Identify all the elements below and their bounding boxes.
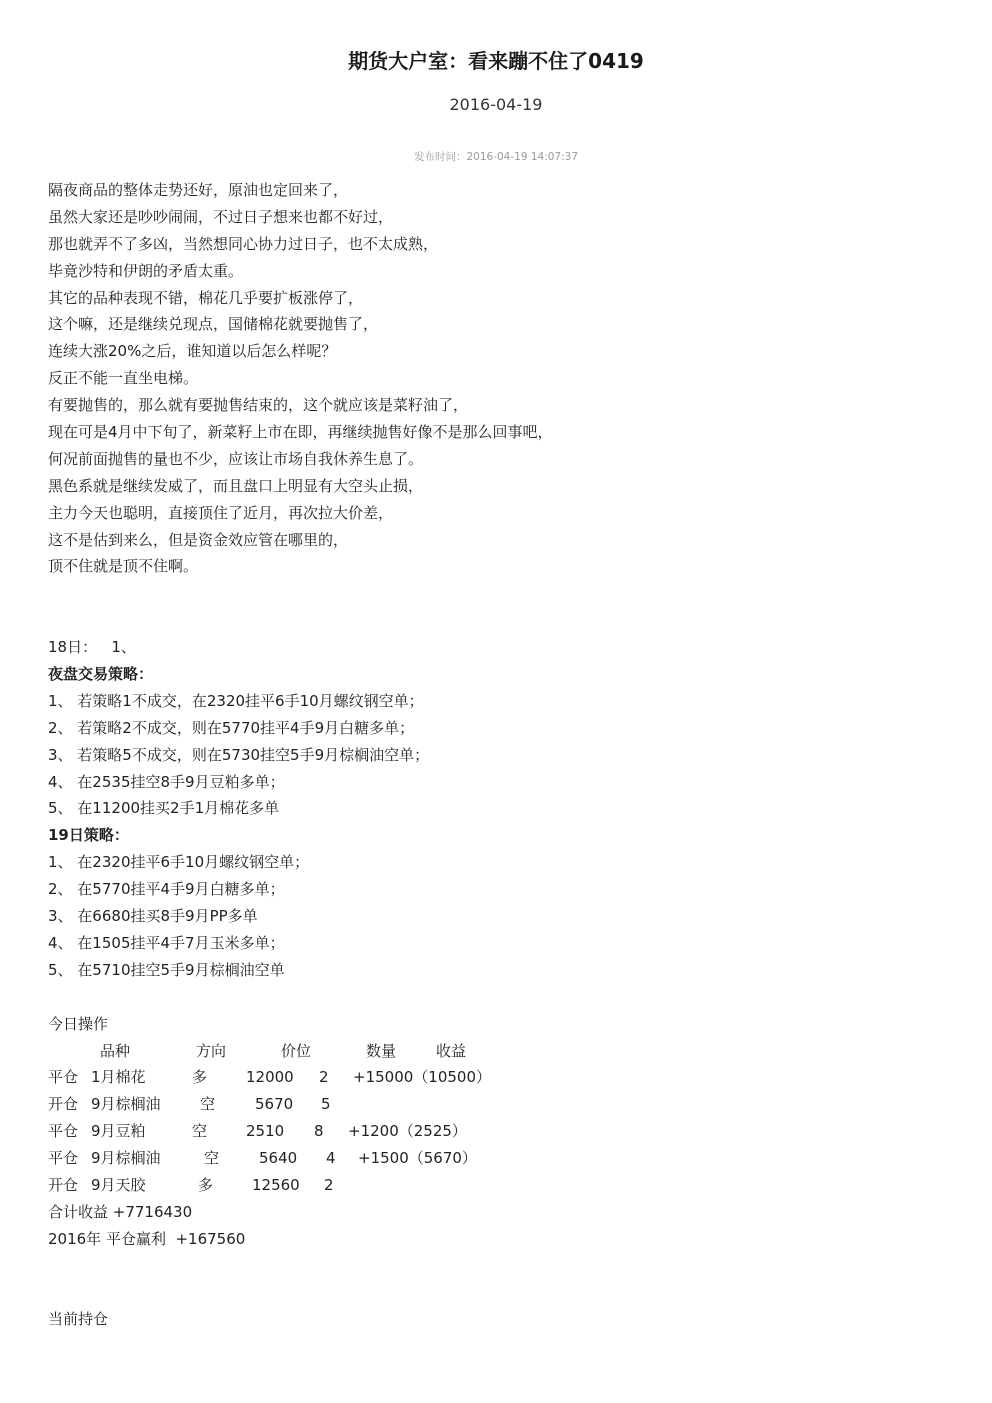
ops-product: 9月棕榈油 — [91, 1149, 161, 1168]
strategy-item: 1、 若策略1不成交，在2320挂平6手10月螺纹钢空单； — [48, 691, 424, 710]
year-profit: 2016年 平仓赢利 +167560 — [48, 1229, 246, 1248]
publish-time — [0, 150, 992, 164]
ops-product: 9月棕榈油 — [91, 1095, 161, 1114]
publish-timestamp: 2016-04-19 14:07:37 — [466, 151, 579, 163]
ops-profit: +15000（10500） — [353, 1068, 492, 1087]
ops-row — [48, 1064, 948, 1091]
strategy-item: 3、 在6680挂买8手9月PP多单 — [48, 907, 258, 926]
ops-qty: 2 — [319, 1068, 329, 1087]
paragraph-line: 黑色系就是继续发威了，而且盘口上明显有大空头止损， — [48, 476, 424, 495]
paragraph-line: 何况前面抛售的量也不少，应该让市场自我休养生息了。 — [48, 449, 424, 468]
ops-action: 平仓 — [48, 1122, 79, 1141]
blank-line — [48, 607, 948, 634]
ops-price: 12560 — [252, 1175, 300, 1194]
publish-label: 发布时间： — [413, 151, 467, 163]
ops-qty: 2 — [324, 1175, 334, 1194]
paragraph-line: 连续大涨20%之后，谁知道以后怎么样呢？ — [48, 342, 337, 361]
ops-profit: +1200（2525） — [348, 1122, 467, 1141]
paragraph-line: 其它的品种表现不错，棉花几乎要扩板涨停了， — [48, 288, 364, 307]
paragraph-line: 虽然大家还是吵吵闹闹，不过日子想来也都不好过， — [48, 207, 394, 226]
strategy-item: 3、 若策略5不成交，则在5730挂空5手9月棕榈油空单； — [48, 745, 430, 764]
ops-header-product: 品种 — [100, 1041, 131, 1060]
strategy-item: 1、 在2320挂平6手10月螺纹钢空单； — [48, 853, 310, 872]
today-ops-title: 今日操作 — [48, 1014, 109, 1033]
page-date: 2016-04-19 — [449, 95, 543, 114]
page-title: 期货大户室：看来蹦不住了0419 — [348, 49, 644, 73]
paragraph-line: 这个嘛，还是继续兑现点，国储棉花就要抛售了， — [48, 315, 379, 334]
ops-row — [48, 1145, 948, 1172]
ops-qty: 4 — [326, 1149, 336, 1168]
strategy-item: 4、 在2535挂空8手9月豆粕多单； — [48, 772, 285, 791]
ops-action: 平仓 — [48, 1068, 79, 1087]
ops-direction: 多 — [192, 1068, 208, 1087]
strategy-item: 2、 若策略2不成交，则在5770挂平4手9月白糖多单； — [48, 718, 415, 737]
ops-direction: 空 — [192, 1122, 208, 1141]
total-profit: 合计收益 +7716430 — [48, 1202, 193, 1221]
strategy-item: 4、 在1505挂平4手7月玉米多单； — [48, 933, 285, 952]
ops-direction: 多 — [198, 1175, 214, 1194]
ops-row — [48, 1172, 948, 1199]
day18-line: 18日： 1、 — [48, 638, 136, 657]
paragraph-line: 反正不能一直坐电梯。 — [48, 369, 199, 388]
blank-line — [48, 984, 948, 1011]
paragraph-line: 毕竟沙特和伊朗的矛盾太重。 — [48, 261, 244, 280]
ops-price: 5670 — [255, 1095, 294, 1114]
strategy-item: 2、 在5770挂平4手9月白糖多单； — [48, 880, 285, 899]
ops-product: 9月豆粕 — [91, 1122, 146, 1141]
ops-product: 1月棉花 — [91, 1068, 146, 1087]
ops-direction: 空 — [200, 1095, 216, 1114]
ops-direction: 空 — [204, 1149, 220, 1168]
blank-line — [48, 580, 948, 607]
ops-price: 5640 — [259, 1149, 298, 1168]
ops-action: 开仓 — [48, 1095, 79, 1114]
current-positions-title: 当前持仓 — [48, 1310, 109, 1329]
ops-qty: 5 — [321, 1095, 331, 1114]
night-strategy-title: 夜盘交易策略： — [48, 665, 154, 684]
ops-header-qty: 数量 — [366, 1041, 397, 1060]
strategy-item: 5、 在5710挂空5手9月棕榈油空单 — [48, 960, 285, 979]
ops-header-price: 价位 — [281, 1041, 312, 1060]
paragraph-line: 隔夜商品的整体走势还好，原油也定回来了， — [48, 181, 349, 199]
ops-action: 平仓 — [48, 1149, 79, 1168]
ops-profit: +1500（5670） — [358, 1149, 477, 1168]
ops-header-direction: 方向 — [196, 1041, 227, 1060]
ops-price: 2510 — [246, 1122, 285, 1141]
paragraph-line: 顶不住就是顶不住啊。 — [48, 557, 199, 576]
ops-header-profit: 收益 — [436, 1041, 467, 1060]
ops-product: 9月天胶 — [91, 1175, 146, 1194]
paragraph-line: 现在可是4月中下旬了，新菜籽上市在即，再继续抛售好像不是那么回事吧， — [48, 423, 553, 442]
blank-line — [48, 1253, 948, 1280]
paragraph-line: 主力今天也聪明，直接顶住了近月，再次拉大价差， — [48, 503, 394, 522]
paragraph-line: 有要抛售的，那么就有要抛售结束的，这个就应该是菜籽油了， — [48, 396, 469, 415]
ops-qty: 8 — [314, 1122, 324, 1141]
ops-header-row — [48, 1038, 948, 1065]
ops-price: 12000 — [246, 1068, 294, 1087]
ops-action: 开仓 — [48, 1175, 79, 1194]
strategy-item: 5、 在11200挂买2手1月棉花多单 — [48, 799, 280, 818]
blank-line — [48, 1280, 948, 1307]
ops-row — [48, 1091, 948, 1118]
day19-strategy-title: 19日策略： — [48, 826, 129, 845]
ops-row — [48, 1118, 948, 1145]
paragraph-line: 那也就弄不了多凶，当然想同心协力过日子，也不太成熟， — [48, 234, 439, 253]
paragraph-line: 这不是估到来么，但是资金效应管在哪里的， — [48, 530, 349, 549]
article-body — [48, 177, 948, 1333]
